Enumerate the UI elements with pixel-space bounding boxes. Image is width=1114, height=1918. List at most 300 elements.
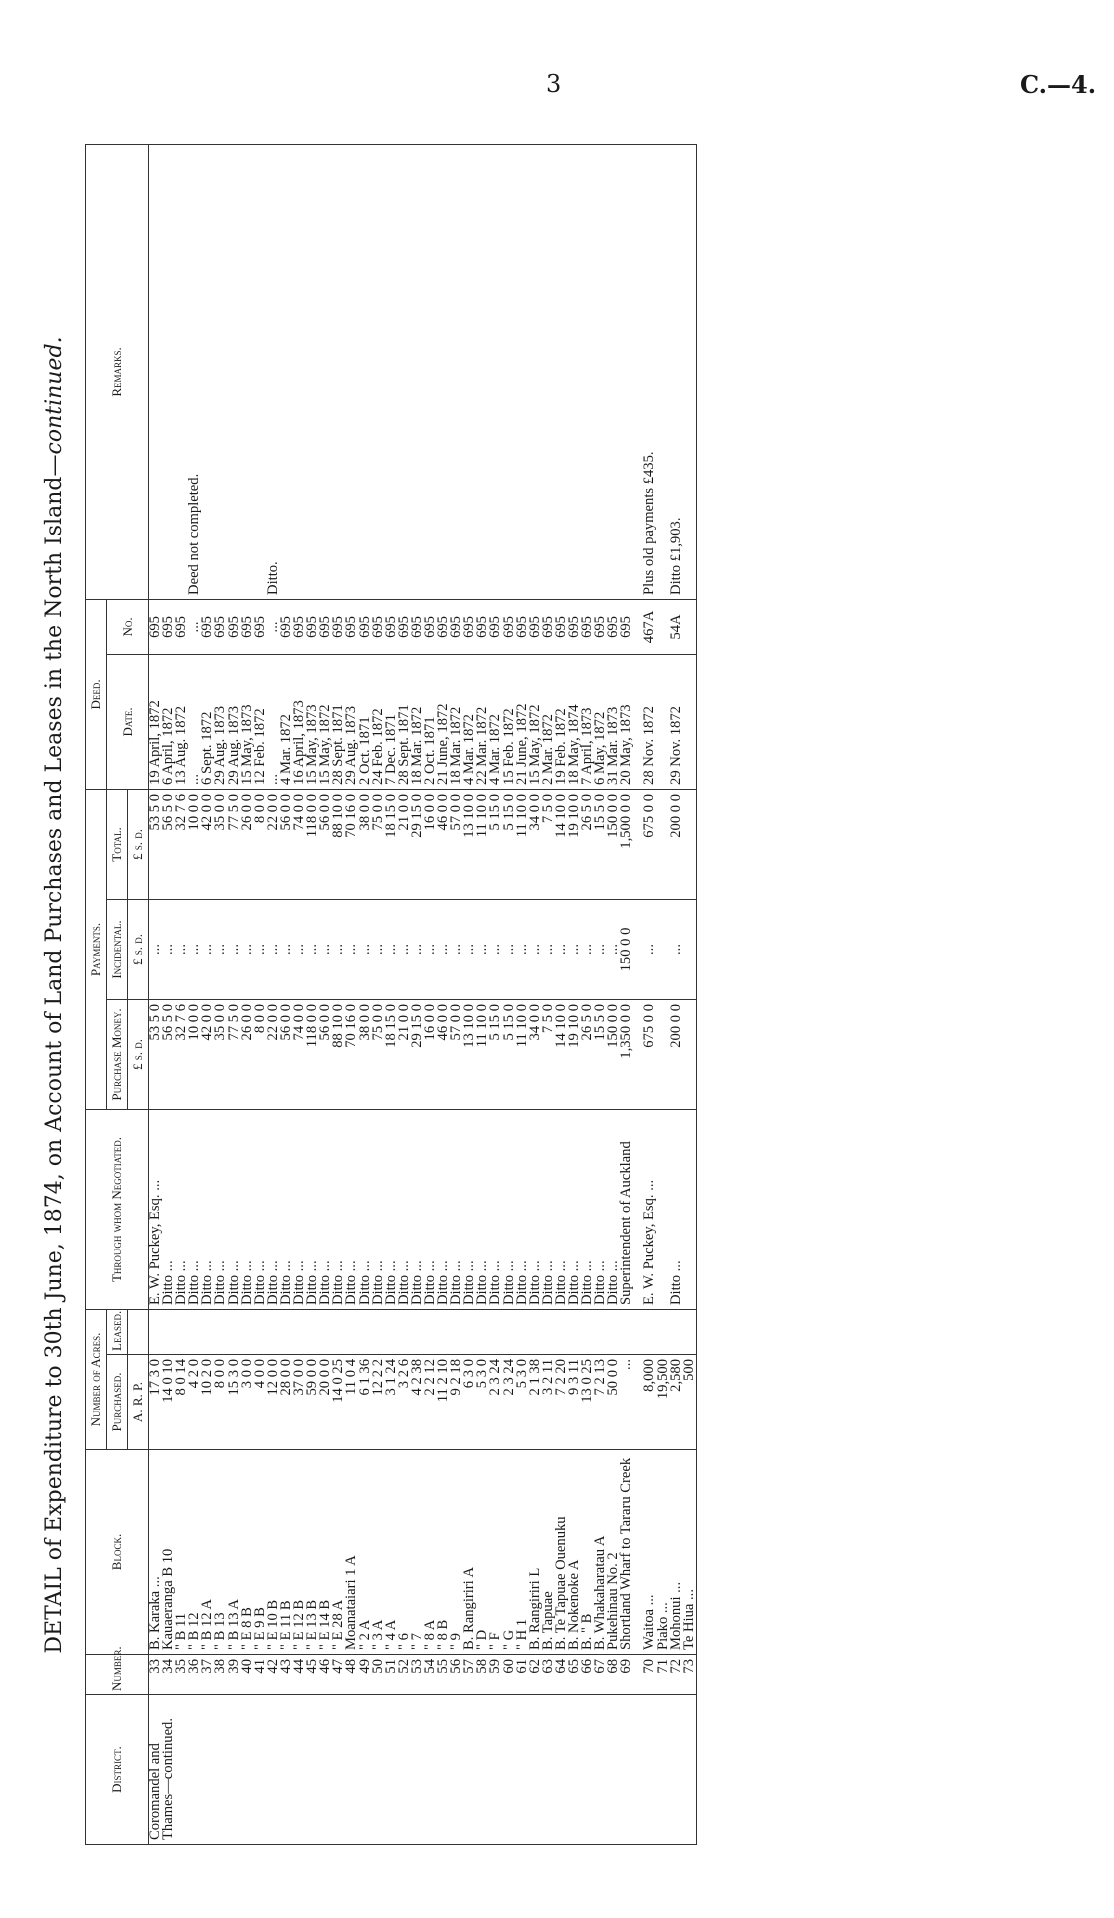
cell-number: 71 [657, 1655, 670, 1695]
cell-date: 18 Mar. 1872 [450, 654, 463, 789]
cell-district [489, 1695, 502, 1845]
cell-purchase-money: 10 0 0 [188, 999, 201, 1109]
cell-date: 4 Mar. 1872 [463, 654, 476, 789]
cell-remarks [149, 144, 163, 599]
cell-block: B. Te Tapuae Ouenuku [555, 1450, 568, 1655]
cell-remarks [345, 144, 358, 599]
cell-remarks [306, 144, 319, 599]
cell-no: 695 [372, 599, 385, 654]
cell-leased [345, 1309, 358, 1354]
cell-district [683, 1695, 697, 1845]
cell-district [398, 1695, 411, 1845]
cell-number: 47 [332, 1655, 345, 1695]
cell-no: 695 [254, 599, 267, 654]
cell-total: 77 5 0 [228, 789, 241, 899]
cell-through: Ditto ... [345, 1109, 358, 1309]
cell-block: " E 14 B [319, 1450, 332, 1655]
cell-through: Ditto ... [503, 1109, 516, 1309]
cell-through: Ditto ... [214, 1109, 227, 1309]
cell-block: Kauaeranga B 10 [162, 1450, 175, 1655]
cell-incidental: ... [568, 899, 581, 999]
cell-district [620, 1695, 633, 1845]
cell-block: Shortland Wharf to Tararu Creek [620, 1450, 633, 1655]
cell-purchased: 2 3 24 [489, 1355, 502, 1450]
cell-purchased: 13 0 25 [581, 1355, 594, 1450]
cell-leased [529, 1309, 542, 1354]
cell-date: 7 Dec. 1871 [385, 654, 398, 789]
cell-number: 50 [372, 1655, 385, 1695]
cell-leased [306, 1309, 319, 1354]
cell-date: 4 Mar. 1872 [489, 654, 502, 789]
cell-block: " E 9 B [254, 1450, 267, 1655]
cell-purchase-money: 56 0 0 [280, 999, 293, 1109]
cell-date: 2 Oct. 1871 [424, 654, 437, 789]
cell-purchased: 28 0 0 [280, 1355, 293, 1450]
col-purchased: Purchased. [107, 1355, 128, 1450]
cell-incidental: ... [372, 899, 385, 999]
cell-purchased: 50 0 0 [607, 1355, 620, 1450]
cell-district [188, 1695, 201, 1845]
cell-total: 8 0 0 [254, 789, 267, 899]
cell-through: Ditto ... [398, 1109, 411, 1309]
table-body [149, 144, 697, 1844]
cell-no: 695 [568, 599, 581, 654]
cell-through: Ditto ... [359, 1109, 372, 1309]
col-remarks: Remarks. [86, 144, 149, 599]
cell-total: 13 10 0 [463, 789, 476, 899]
cell-incidental: ... [594, 899, 607, 999]
cell-number: 51 [385, 1655, 398, 1695]
cell-date: 28 Nov. 1872 [643, 654, 656, 789]
table-row [306, 144, 319, 1844]
cell-leased [280, 1309, 293, 1354]
table-row [411, 144, 424, 1844]
cell-total: 88 10 0 [332, 789, 345, 899]
cell-total: 74 0 0 [293, 789, 306, 899]
cell-total: 10 0 0 [188, 789, 201, 899]
cell-through: Ditto ... [411, 1109, 424, 1309]
cell-remarks [542, 144, 555, 599]
col-date: Date. [107, 654, 149, 789]
cell-number: 56 [450, 1655, 463, 1695]
cell-district [267, 1695, 280, 1845]
cell-total: 56 0 0 [319, 789, 332, 899]
cell-purchased: 3 0 0 [241, 1355, 254, 1450]
cell-incidental: ... [267, 899, 280, 999]
cell-total: 26 0 0 [241, 789, 254, 899]
cell-through: E. W. Puckey, Esq. ... [643, 1109, 656, 1309]
cell-purchase-money: 16 0 0 [424, 999, 437, 1109]
cell-total: 26 5 0 [581, 789, 594, 899]
page-number: 3 [546, 70, 562, 98]
cell-purchase-money: 7 5 0 [542, 999, 555, 1109]
cell-remarks [437, 144, 450, 599]
cell-purchase-money: 14 10 0 [555, 999, 568, 1109]
cell-purchase-money: 32 7 6 [175, 999, 188, 1109]
cell-block: Pukehinau No. 2 [607, 1450, 620, 1655]
table-row [372, 144, 385, 1844]
cell-leased [503, 1309, 516, 1354]
cell-date: 22 Mar. 1872 [476, 654, 489, 789]
cell-through: Ditto ... [607, 1109, 620, 1309]
title-text: of Expenditure to 30th June, 1874, on Account of Land Purchases and Leases in the North Island— [42, 454, 67, 1561]
cell-district: Thames—continued. [162, 1695, 175, 1845]
cell-leased [542, 1309, 555, 1354]
col-district: District. [86, 1695, 149, 1845]
cell-incidental: ... [411, 899, 424, 999]
cell-purchased: 7 2 13 [594, 1355, 607, 1450]
cell-leased [607, 1309, 620, 1354]
cell-no: 695 [293, 599, 306, 654]
cell-through [683, 1109, 697, 1309]
cell-number: 70 [643, 1655, 656, 1695]
cell-leased [450, 1309, 463, 1354]
cell-purchase-money: 11 10 0 [476, 999, 489, 1109]
cell-number: 68 [607, 1655, 620, 1695]
cell-purchase-money: 150 0 0 [607, 999, 620, 1109]
cell-date: 6 April, 1872 [162, 654, 175, 789]
cell-no: 695 [228, 599, 241, 654]
cell-remarks [254, 144, 267, 599]
cell-no: 695 [424, 599, 437, 654]
cell-remarks: Plus old payments £435. [643, 144, 656, 599]
cell-purchased: 9 3 11 [568, 1355, 581, 1450]
cell-district [280, 1695, 293, 1845]
cell-date: ... [188, 654, 201, 789]
cell-number: 64 [555, 1655, 568, 1695]
cell-block: B. Whakaharatau A [594, 1450, 607, 1655]
cell-total: 34 0 0 [529, 789, 542, 899]
cell-number: 66 [581, 1655, 594, 1695]
table-row [175, 144, 188, 1844]
cell-purchase-money: 19 10 0 [568, 999, 581, 1109]
cell-total: 5 15 0 [489, 789, 502, 899]
cell-remarks [516, 144, 529, 599]
cell-block: " B 12 A [201, 1450, 214, 1655]
cell-no: 695 [581, 599, 594, 654]
cell-number: 55 [437, 1655, 450, 1695]
cell-block: " B 13 A [228, 1450, 241, 1655]
cell-purchased: 4 2 38 [411, 1355, 424, 1450]
cell-leased [398, 1309, 411, 1354]
unit-lsd-incidental: £ s. d. [128, 899, 149, 999]
cell-no: 695 [516, 599, 529, 654]
cell-block: " E 11 B [280, 1450, 293, 1655]
cell-incidental: ... [476, 899, 489, 999]
cell-incidental: ... [254, 899, 267, 999]
cell-purchase-money [683, 999, 697, 1109]
table-row [162, 144, 175, 1844]
cell-total [683, 789, 697, 899]
cell-date: 7 April, 1873 [581, 654, 594, 789]
cell-date: 2 Oct. 1871 [359, 654, 372, 789]
cell-remarks [568, 144, 581, 599]
cell-number: 40 [241, 1655, 254, 1695]
cell-leased [254, 1309, 267, 1354]
cell-block: B. Rangiriri L [529, 1450, 542, 1655]
cell-leased [516, 1309, 529, 1354]
cell-through: Ditto ... [437, 1109, 450, 1309]
cell-date: 18 Mar. 1872 [411, 654, 424, 789]
cell-leased [620, 1309, 633, 1354]
cell-purchase-money: 5 15 0 [489, 999, 502, 1109]
cell-no: 695 [555, 599, 568, 654]
table-row [254, 144, 267, 1844]
cell-purchased: 2,580 [670, 1355, 683, 1450]
cell-incidental: ... [529, 899, 542, 999]
cell-no: 695 [463, 599, 476, 654]
cell-incidental: ... [162, 899, 175, 999]
cell-purchased: 14 0 10 [162, 1355, 175, 1450]
cell-through: Ditto ... [228, 1109, 241, 1309]
cell-purchased: 2 2 12 [424, 1355, 437, 1450]
cell-total: 18 15 0 [385, 789, 398, 899]
cell-district [581, 1695, 594, 1845]
cell-block: " 3 A [372, 1450, 385, 1655]
cell-block: B. Tapuae [542, 1450, 555, 1655]
cell-incidental: ... [345, 899, 358, 999]
cell-block: B. Rangiriri A [463, 1450, 476, 1655]
cell-incidental: ... [293, 899, 306, 999]
cell-leased [201, 1309, 214, 1354]
cell-number: 43 [280, 1655, 293, 1695]
cell-district [241, 1695, 254, 1845]
cell-leased [162, 1309, 175, 1354]
cell-through: Ditto ... [529, 1109, 542, 1309]
cell-through: Ditto ... [542, 1109, 555, 1309]
cell-leased [463, 1309, 476, 1354]
cell-total: 675 0 0 [643, 789, 656, 899]
cell-leased [241, 1309, 254, 1354]
cell-date: 6 May, 1872 [594, 654, 607, 789]
cell-leased [670, 1309, 683, 1354]
cell-incidental: ... [214, 899, 227, 999]
cell-no: 695 [594, 599, 607, 654]
cell-district [201, 1695, 214, 1845]
cell-incidental: ... [607, 899, 620, 999]
cell-incidental: ... [201, 899, 214, 999]
cell-number: 52 [398, 1655, 411, 1695]
cell-through: Ditto ... [306, 1109, 319, 1309]
cell-block: " 9 [450, 1450, 463, 1655]
cell-purchase-money: 200 0 0 [670, 999, 683, 1109]
cell-block: " G [503, 1450, 516, 1655]
cell-district [594, 1695, 607, 1845]
cell-purchased: 9 2 18 [450, 1355, 463, 1450]
cell-number: 48 [345, 1655, 358, 1695]
cell-block: " B 13 [214, 1450, 227, 1655]
cell-purchased: 4 0 0 [254, 1355, 267, 1450]
cell-block: " F [489, 1450, 502, 1655]
cell-no: 695 [319, 599, 332, 654]
cell-district [437, 1695, 450, 1845]
cell-purchased: 6 3 0 [463, 1355, 476, 1450]
cell-date [683, 654, 697, 789]
cell-no: 695 [345, 599, 358, 654]
cell-number: 38 [214, 1655, 227, 1695]
table-row [345, 144, 358, 1844]
cell-incidental: ... [581, 899, 594, 999]
cell-through: Ditto ... [594, 1109, 607, 1309]
cell-remarks [476, 144, 489, 599]
cell-leased [385, 1309, 398, 1354]
cell-leased [594, 1309, 607, 1354]
cell-total: 150 0 0 [607, 789, 620, 899]
cell-number: 39 [228, 1655, 241, 1695]
cell-block: Te Hiua ... [683, 1450, 697, 1655]
cell-no: 695 [385, 599, 398, 654]
cell-through: Ditto ... [332, 1109, 345, 1309]
cell-purchased: 17 3 0 [149, 1355, 163, 1450]
cell-remarks [359, 144, 372, 599]
cell-number: 73 [683, 1655, 697, 1695]
table-row [319, 144, 332, 1844]
cell-district [670, 1695, 683, 1845]
cell-no: 695 [214, 599, 227, 654]
col-acres: Number of Acres. [86, 1309, 107, 1449]
cell-total: 11 10 0 [516, 789, 529, 899]
cell-district [372, 1695, 385, 1845]
cell-leased [411, 1309, 424, 1354]
cell-purchased: 3 1 24 [385, 1355, 398, 1450]
cell-purchase-money: 46 0 0 [437, 999, 450, 1109]
cell-through: Ditto ... [476, 1109, 489, 1309]
cell-no: 467A [643, 599, 656, 654]
table-row [359, 144, 372, 1844]
cell-block: Moanataiari 1 A [345, 1450, 358, 1655]
cell-district [319, 1695, 332, 1845]
cell-remarks [683, 144, 697, 599]
cell-incidental: ... [385, 899, 398, 999]
cell-block: " E 13 B [306, 1450, 319, 1655]
cell-block: Mohonui ... [670, 1450, 683, 1655]
cell-purchased: 6 1 36 [359, 1355, 372, 1450]
cell-leased [555, 1309, 568, 1354]
table-row [529, 144, 542, 1844]
cell-number: 53 [411, 1655, 424, 1695]
cell-remarks [411, 144, 424, 599]
cell-number: 60 [503, 1655, 516, 1695]
cell-total: 56 0 0 [280, 789, 293, 899]
cell-district [228, 1695, 241, 1845]
cell-incidental: ... [670, 899, 683, 999]
cell-no: 695 [306, 599, 319, 654]
cell-date: 19 Feb. 1872 [555, 654, 568, 789]
cell-date: 20 May, 1873 [620, 654, 633, 789]
cell-incidental: ... [149, 899, 163, 999]
cell-block: " 7 [411, 1450, 424, 1655]
cell-through: Ditto ... [280, 1109, 293, 1309]
cell-number: 34 [162, 1655, 175, 1695]
cell-leased [643, 1309, 656, 1354]
cell-no: 695 [620, 599, 633, 654]
cell-purchase-money: 11 10 0 [516, 999, 529, 1109]
cell-number: 61 [516, 1655, 529, 1695]
cell-remarks: Ditto £1,903. [670, 144, 683, 599]
cell-purchased: 8 0 0 [214, 1355, 227, 1450]
cell-leased [424, 1309, 437, 1354]
cell-block: Piako ... [657, 1450, 670, 1655]
cell-purchased: 15 3 0 [228, 1355, 241, 1450]
cell-purchase-money: 38 0 0 [359, 999, 372, 1109]
cell-incidental: ... [450, 899, 463, 999]
cell-remarks [581, 144, 594, 599]
cell-remarks [162, 144, 175, 599]
cell-incidental: ... [188, 899, 201, 999]
cell-purchase-money: 5 15 0 [503, 999, 516, 1109]
cell-purchase-money: 1,350 0 0 [620, 999, 633, 1109]
cell-leased [359, 1309, 372, 1354]
cell-through: Ditto ... [201, 1109, 214, 1309]
cell-through: Ditto ... [188, 1109, 201, 1309]
cell-total: 53 5 0 [149, 789, 163, 899]
cell-purchase-money: 13 10 0 [463, 999, 476, 1109]
cell-purchased: 10 2 0 [201, 1355, 214, 1450]
cell-date: 15 May, 1872 [319, 654, 332, 789]
cell-district [332, 1695, 345, 1845]
cell-no: ... [188, 599, 201, 654]
cell-number: 41 [254, 1655, 267, 1695]
cell-block: " B 11 [175, 1450, 188, 1655]
cell-incidental: ... [175, 899, 188, 999]
cell-through: Ditto ... [254, 1109, 267, 1309]
cell-incidental: ... [542, 899, 555, 999]
cell-total: 22 0 0 [267, 789, 280, 899]
cell-purchased: 8,000 [643, 1355, 656, 1450]
cell-block: " D [476, 1450, 489, 1655]
unit-arp: A. R. P. [128, 1355, 149, 1450]
cell-leased [214, 1309, 227, 1354]
cell-district [542, 1695, 555, 1845]
col-block: Block. [86, 1450, 149, 1655]
cell-purchased: 14 0 25 [332, 1355, 345, 1450]
table-row [385, 144, 398, 1844]
cell-purchased: 12 2 2 [372, 1355, 385, 1450]
cell-district [424, 1695, 437, 1845]
cell-date: ... [267, 654, 280, 789]
cell-remarks [319, 144, 332, 599]
cell-through: Ditto ... [175, 1109, 188, 1309]
cell-number: 69 [620, 1655, 633, 1695]
cell-through: Ditto ... [463, 1109, 476, 1309]
cell-incidental: ... [489, 899, 502, 999]
document-reference: C.—4. [1020, 70, 1097, 99]
cell-incidental: ... [306, 899, 319, 999]
cell-purchase-money: 34 0 0 [529, 999, 542, 1109]
cell-leased [332, 1309, 345, 1354]
cell-number: 62 [529, 1655, 542, 1695]
cell-number: 65 [568, 1655, 581, 1695]
cell-purchase-money: 53 5 0 [149, 999, 163, 1109]
cell-date: 13 Aug. 1872 [175, 654, 188, 789]
cell-number: 67 [594, 1655, 607, 1695]
cell-block: " E 28 A [332, 1450, 345, 1655]
cell-remarks [398, 144, 411, 599]
cell-purchased: 4 2 0 [188, 1355, 201, 1450]
col-deed: Deed. [86, 599, 107, 789]
cell-date: 12 Feb. 1872 [254, 654, 267, 789]
cell-no: 695 [332, 599, 345, 654]
cell-block: " H 1 [516, 1450, 529, 1655]
cell-district [293, 1695, 306, 1845]
table-row [201, 144, 214, 1844]
cell-purchased: 19,500 [657, 1355, 670, 1450]
cell-incidental: ... [332, 899, 345, 999]
cell-total: 38 0 0 [359, 789, 372, 899]
cell-purchased: 8 0 14 [175, 1355, 188, 1450]
cell-number: 63 [542, 1655, 555, 1695]
cell-total: 14 10 0 [555, 789, 568, 899]
